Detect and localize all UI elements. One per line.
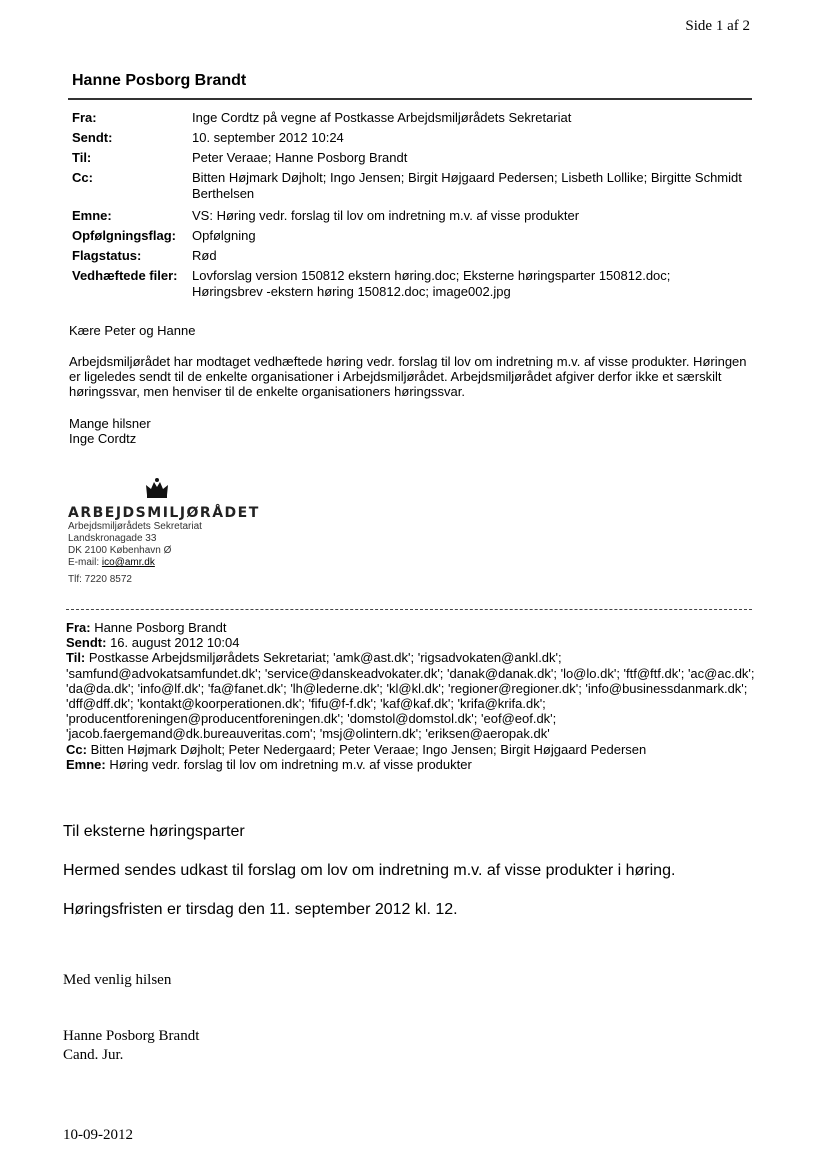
email-label: E-mail:	[68, 557, 102, 568]
forward-separator	[66, 609, 752, 610]
header-key: Opfølgningsflag:	[72, 228, 176, 243]
header-key: Til:	[72, 150, 92, 165]
closing: Mange hilsner	[69, 416, 151, 431]
fwd-label: Cc:	[66, 741, 87, 757]
signature-line: DK 2100 København Ø	[68, 545, 172, 556]
fwd-subject-row	[66, 757, 756, 772]
header-key: Cc:	[72, 170, 93, 185]
header-row-flagstatus	[72, 248, 742, 264]
header-value: Bitten Højmark Døjholt; Ingo Jensen; Birgit Højgaard Pedersen; Lisbeth Lollike; Birgitte Schmidt Berthelsen	[192, 170, 742, 201]
email-link[interactable]: ico@amr.dk	[101, 557, 155, 568]
header-key: Fra:	[72, 110, 97, 125]
header-row-flag	[72, 228, 742, 244]
letter-title: Cand. Jur.	[63, 1047, 124, 1063]
header-value: Inge Cordtz på vegne af Postkasse Arbejdsmiljørådets Sekretariat	[192, 110, 572, 125]
header-row-attachments	[72, 268, 742, 300]
fwd-subject: Høring vedr. forslag til lov om indretning m.v. af visse produkter	[109, 756, 472, 772]
header-value: Opfølgning	[192, 228, 256, 243]
signature-email-line	[68, 557, 268, 569]
crown-icon	[144, 478, 170, 498]
fwd-label: Emne:	[66, 756, 106, 772]
forwarded-header	[66, 620, 756, 772]
signature-line: Landskronagade 33	[68, 533, 157, 544]
fwd-sent: 16. august 2012 10:04	[110, 635, 240, 651]
header-value: 10. september 2012 10:24	[192, 130, 344, 145]
closing-name: Inge Cordtz	[69, 431, 137, 446]
header-key: Emne:	[72, 208, 112, 223]
letter-salutation: Til eksterne høringsparter	[63, 823, 245, 840]
fwd-to: Postkasse Arbejdsmiljørådets Sekretariat; 'amk@ast.dk'; 'rigsadvokaten@ankl.dk'; 'samfund@advokatsamfundet.dk'; 'service@danskeadvokater.dk'; 'danak@danak.dk'; 'lo@lo.dk'; 'ftf@ftf.dk'; 'ac@ac.dk'; 'da@da.dk'; 'info@lf.dk'; 'fa@fanet.dk'; 'lh@lederne.dk'; 'kl@kl.dk'; 'regioner@regioner.dk'; 'info@businessdanmark.dk'; 'dff@dff.dk'; 'kontakt@koorperationen.dk'; 'fifu@f-f.dk'; 'kaf@kaf.dk'; 'krifa@krifa.dk'; 'producentforeningen@producentforeningen.dk'; 'domstol@domstol.dk'; 'eof@eof.dk'; 'jacob.faergemand@dk.bureauveritas.com'; 'msj@olintern.dk'; 'eriksen@aeropak.dk'	[66, 650, 755, 742]
greeting: Kære Peter og Hanne	[69, 323, 196, 338]
header-value: Rød	[192, 248, 217, 263]
header-value: Peter Veraae; Hanne Posborg Brandt	[192, 150, 408, 165]
header-row-from	[72, 110, 742, 126]
title-rule	[68, 98, 752, 100]
header-key: Flagstatus:	[72, 248, 142, 263]
signature-line: Arbejdsmiljørådets Sekretariat	[68, 521, 202, 532]
fwd-to-row	[66, 650, 756, 741]
body-paragraph: Arbejdsmiljørådet har modtaget vedhæftede høring vedr. forslag til lov om indretning m.v. af visse produkter. Høringen er ligeledes sendt til de enkelte organisationer i Arbejdsmiljørådet. Arbejdsmiljørådet afgiver derfor ikke et særskilt høringssvar, men henviser til de enkelte organisationers høringssvar.	[69, 354, 747, 399]
header-key: Sendt:	[72, 130, 113, 145]
header-row-sent	[72, 130, 742, 146]
fwd-label: Til:	[66, 650, 86, 666]
fwd-cc: Bitten Højmark Døjholt; Peter Nedergaard; Peter Veraae; Ingo Jensen; Birgit Højgaard Pedersen	[90, 741, 647, 757]
fwd-from-row	[66, 620, 756, 635]
header-value: Lovforslag version 150812 ekstern høring.doc; Eksterne høringsparter 150812.doc; Høringsbrev -ekstern høring 150812.doc; image002.jpg	[192, 268, 671, 299]
email-header	[72, 110, 742, 304]
header-row-cc	[72, 170, 742, 202]
header-key: Vedhæftede filer:	[72, 268, 178, 283]
header-value: VS: Høring vedr. forslag til lov om indretning m.v. af visse produkter	[192, 208, 580, 223]
document-title: Hanne Posborg Brandt	[72, 72, 247, 89]
page-number: Side 1 af 2	[685, 18, 750, 34]
letter-line-1: Hermed sendes udkast til forslag om lov om indretning m.v. af visse produkter i høring.	[63, 862, 676, 879]
signature-phone: Tlf: 7220 8572	[68, 574, 132, 585]
letter-regards: Med venlig hilsen	[63, 972, 172, 988]
fwd-label: Fra:	[66, 620, 91, 635]
fwd-from: Hanne Posborg Brandt	[94, 620, 227, 635]
fwd-label: Sendt:	[66, 635, 107, 651]
print-date: 10-09-2012	[63, 1127, 133, 1143]
letter-name: Hanne Posborg Brandt	[63, 1028, 200, 1044]
header-row-subject	[72, 208, 742, 224]
org-logo-text: ARBEJDSMILJØRÅDET	[68, 505, 260, 521]
fwd-sent-row	[66, 635, 756, 650]
signature-block	[68, 478, 268, 586]
fwd-cc-row	[66, 742, 756, 757]
letter-line-2: Høringsfristen er tirsdag den 11. september 2012 kl. 12.	[63, 901, 458, 918]
header-row-to	[72, 150, 742, 166]
